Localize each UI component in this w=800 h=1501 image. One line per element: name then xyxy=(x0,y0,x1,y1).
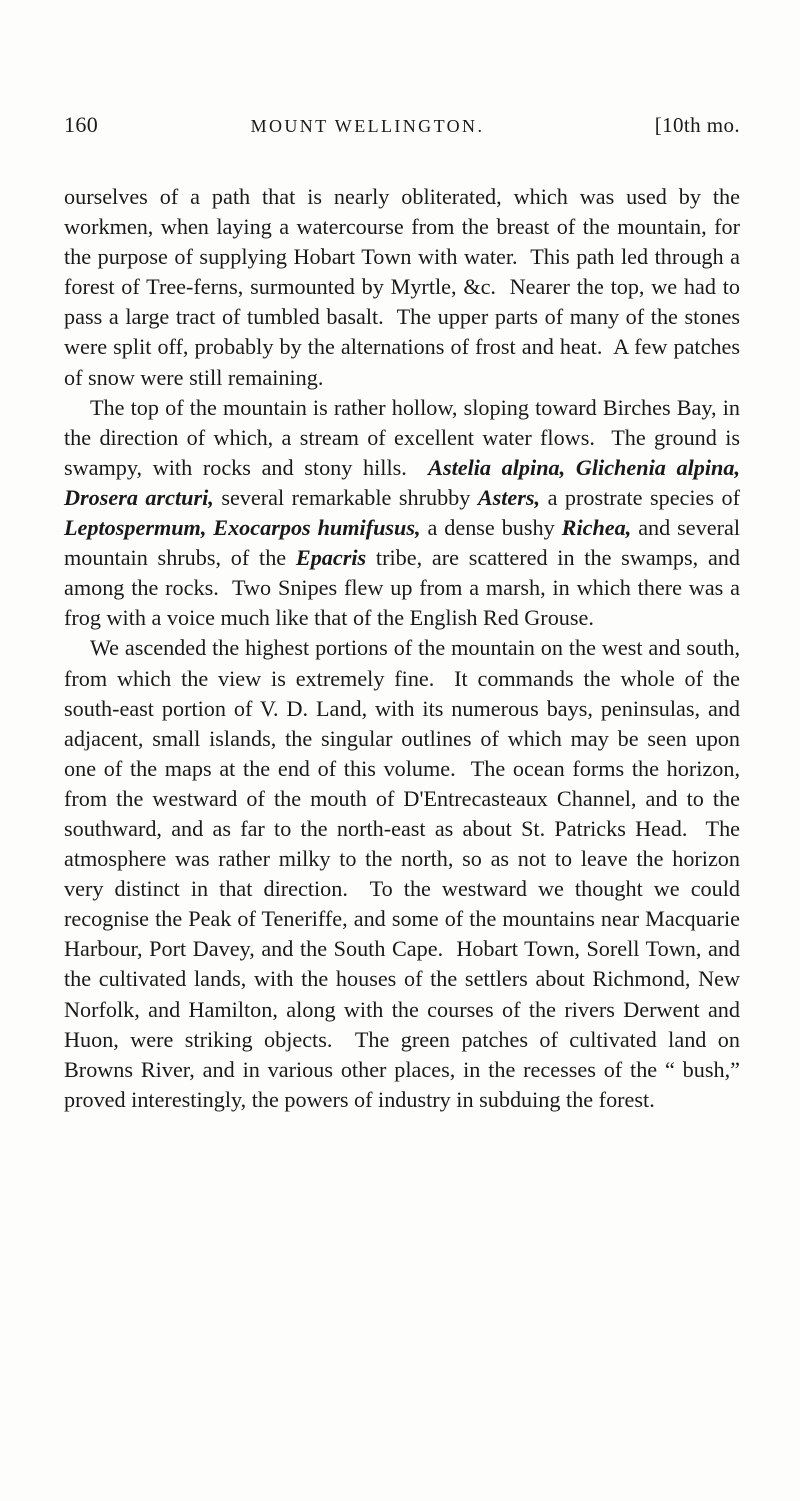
sentence: This path led through a forest of Tree-ferns, surmounted by Myrtle, &c. xyxy=(64,244,740,300)
sentence: a dense bushy xyxy=(427,515,555,541)
sentence: several remarkable shrubby xyxy=(221,484,471,510)
running-head xyxy=(64,112,740,138)
sentence: Hobart Town, Sorell Town, and the cultivated lands, with the houses of the settlers about Richmond, New Norfolk, and Hamilton, along with the courses of the rivers Derwent and Huon, were striking objects. xyxy=(64,936,740,1052)
sentence: To the westward we thought we could recognise the Peak of Teneriffe, and some of the mountains near Macquarie Harbour, Port Davey, and the South Cape. xyxy=(64,876,741,962)
sentence: The ocean forms the horizon, from the westward of the mouth of D'Entrecasteaux Channel, and to the southward, and as far to the north-east as about St. Patricks Head. xyxy=(64,755,740,841)
header-month-note: [10th mo. xyxy=(654,113,740,137)
page-content xyxy=(64,112,740,1115)
sentence: Nearer the top, we had to pass a large tract of tumbled basalt. xyxy=(64,274,740,330)
sentence: Two Snipes flew up from a marsh, in which there was a frog with a voice much like that of the English Red Grouse. xyxy=(64,575,740,631)
paragraph-3 xyxy=(64,633,740,1115)
sentence: We ascended the highest portions of the mountain on the west and south, from which the view is extremely fine. xyxy=(64,635,740,691)
sentence: The top of the mountain is rather hollow, sloping toward Birches Bay, in the direction of which, a stream of excellent water flows. xyxy=(64,394,740,450)
species-names: Asters, xyxy=(477,484,541,510)
page-number: 160 xyxy=(64,112,99,137)
sentence: The upper parts of many of the stones were split off, probably by the alternations of frost and heat. xyxy=(64,304,740,360)
sentence: The atmosphere was rather milky to the north, so as not to leave the horizon very distinct in that direction. xyxy=(64,815,741,902)
sentence: a prostrate species of xyxy=(547,484,740,510)
page-title: MOUNT WELLINGTON. xyxy=(250,116,485,136)
sentence: It commands the whole of the south-east portion of V. D. Land, with its numerous bays, peninsulas, and adjacent, small islands, the singular outlines of which may be seen upon one of the maps at the end of this volume. xyxy=(64,665,740,781)
species-names: Richea, xyxy=(561,515,632,541)
body-text xyxy=(64,182,740,1115)
sentence: A few patches of snow were still remaining. xyxy=(64,334,741,390)
sentence: tribe, are scattered in the swamps, and among the rocks. xyxy=(64,545,740,601)
sentence: ourselves of a path that is nearly obliterated, which was used by the workmen, when laying a watercourse from the breast of the mountain, for the purpose of supplying Hobart Town with water. xyxy=(64,184,740,270)
paragraph-2 xyxy=(64,393,740,634)
species-names: Astelia alpina, Glichenia alpina, Drosera arcturi, xyxy=(64,454,740,510)
paragraph-1 xyxy=(64,182,740,393)
sentence: The ground is swampy, with rocks and stony hills. xyxy=(64,424,741,480)
species-names: Leptospermum, Exocarpos humifusus, xyxy=(64,515,421,541)
sentence: The green patches of cultivated land on Browns River, and in various other places, in the recesses of the “ bush,” proved interestingly, the powers of industry in subduing the forest. xyxy=(64,1026,740,1112)
sentence: and several mountain shrubs, of the xyxy=(64,515,740,571)
species-names: Epacris xyxy=(295,545,367,571)
